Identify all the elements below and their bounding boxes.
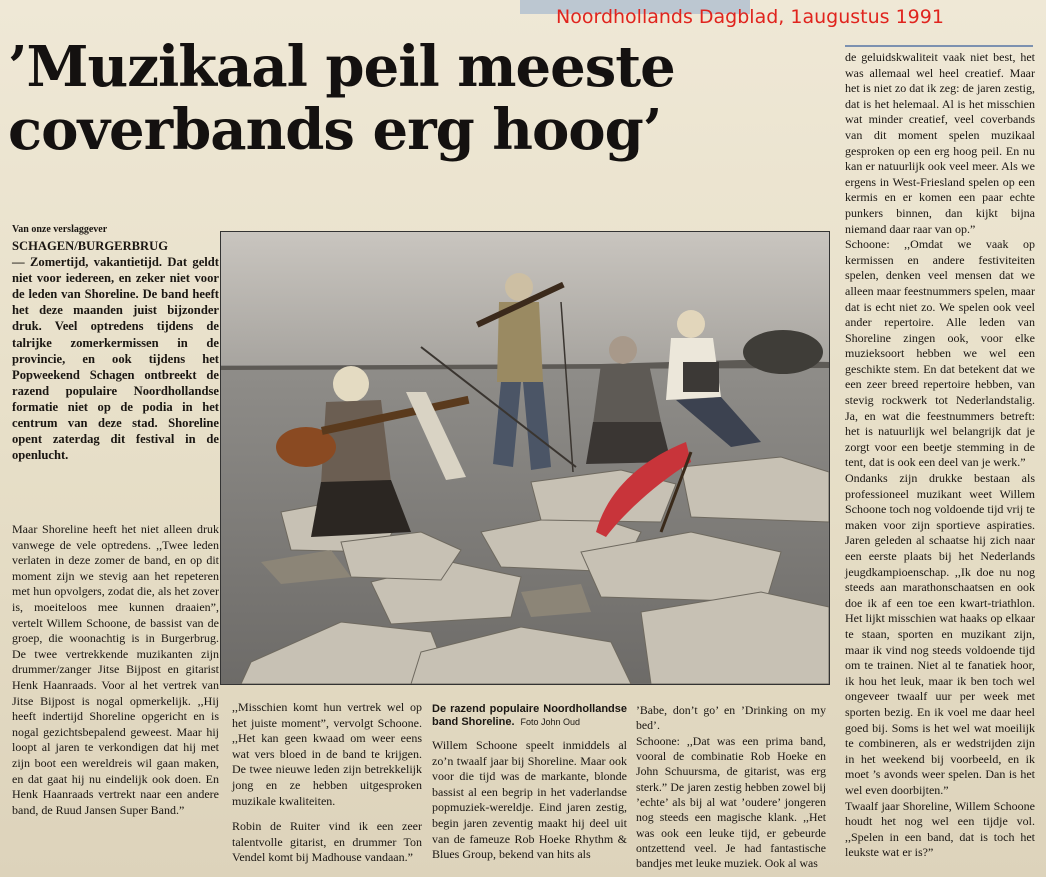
lead-text: — Zomertijd, vakantietijd. Dat geldt niet voor iedereen, en zeker niet voor de leden van Shoreline. De band heeft het deze maanden juist bijzonder druk. Veel optredens tijdens de talrijke zomerkermissen in de provincie, en ook tijdens het Popweekend Schagen ontbreekt de razend populaire Noordhollandse formatie niet op de podia in het centrum van deze stad. Shoreline opent zaterdag dit festival in de openlucht. (12, 255, 219, 463)
paragraph: Twaalf jaar Shoreline, Willem Schoone houdt het nog wel een tijdje vol. ,,Spelen in een band, dat is toch het leukste wat er is?” (845, 798, 1035, 860)
headline (8, 36, 828, 162)
photo-credit: Foto John Oud (520, 717, 581, 727)
dateline: SCHAGEN/BURGERBRUG (12, 239, 169, 253)
article-column-1 (12, 522, 219, 818)
paragraph: Robin de Ruiter vind ik een zeer talentvolle gitarist, en drummer Ton Vendel komt bij Madhouse vandaan.” (232, 819, 422, 865)
paragraph: de geluidskwaliteit vaak niet best, het was allemaal wel heel creatief. Maar het is niet zo dat ik zeg: de jaren zestig, dat is het helemaal. Al is het misschien wat minder creatief, veel coverbands van dit moment spelen muzikaal gesproken op een erg hoog peil. En nu kan er natuurlijk ook veel meer. Als we ergens in West-Friesland spelen op een kermis en er komen een paar echte punkers binnen, dan kijkt bijna niemand daar raar van op.” (845, 50, 1035, 236)
caption-text: De razend populaire Noordhollandse band Shoreline. (432, 703, 627, 728)
headline-line-1: ’Muzikaal peil meeste (8, 34, 675, 100)
byline: Van onze verslaggever (12, 224, 108, 235)
paragraph: ’Babe, don’t go’ en ’Drinking on my bed’. (636, 703, 826, 733)
lead-paragraph (12, 238, 219, 463)
article-column-4 (636, 703, 826, 872)
headline-line-2: coverbands erg hoog’ (8, 97, 662, 163)
paragraph: Schoone: ,,Omdat we vaak op kermissen en andere festiviteiten spelen, denken veel mensen dat we alleen maar feestnummers spelen, maar dat is echt niet zo. We spelen ook veel ander repertoire. Alle leden van Shoreline zingen ook, voor elke muzieksoort hebben we wel een geschikte stem. En dat betekent dat we een zeer breed repertoire hebben, van stevig rockwerk tot Nederlandstalig. Ja, en wat die feestnummers betreft: het is natuurlijk wel belangrijk dat je zorgt voor een beetje stemming in de tent, dat is ook een deel van je werk.” (845, 237, 1035, 470)
paragraph: ,,Misschien komt hun vertrek wel op het juiste moment”, vervolgt Schoone. ,,Het kan geen kwaad om weer eens wat vers bloed in de band te krijgen. De twee nieuwe leden zijn betrekkelijk jong en ze hebben uitgesproken muzikale kwaliteiten. (232, 700, 422, 808)
column-rule (845, 45, 1033, 47)
article-column-2 (232, 700, 422, 866)
paragraph: Ondanks zijn drukke bestaan als professioneel muzikant weet Willem Schoone toch nog voldoende tijd vrij te maken voor zijn sportieve aspiraties. Jaren geleden al schaatse hij zich naar een eerste plaats bij het Nederlands jeugdkampioenschap. ,,Ik doe nu nog steeds aan marathonschaatsen en ook doe ik af een toe een kwart-triathlon. Het lijkt misschien wat haaks op elkaar te staan, sporten en muzikant zijn, maar ik vind nog steeds voldoende tijd om te trainen. Niet al te fanatiek hoor, ik hou het leuk, maar ik ben toch wel ongeveer twaalf uur per week met sporten bezig. En ik voel me daar heel goed bij. Soms is het wel wat moeilijk te combineren, als er wedstrijden zijn in het weekend bij voorbeeld, en ik moet ’s avonds weer spelen. Dan is het wel even doorbijten.” (845, 471, 1035, 797)
paragraph: Maar Shoreline heeft het niet alleen druk vanwege de vele optredens. ,,Twee leden verlaten in deze zomer de band, en op dit moment zijn we stevig aan het repeteren met hun opvolgers, zodat die, als het zover is, moeiteloos mee kunnen draaien”, vertelt Willem Schoone, de bassist van de groep, die woonachtig is in Burgerbrug. De twee vertrekkende muzikanten zijn drummer/zanger Jitse Bijpost en gitarist Henk Haanraads. Voor al het vertrek van Jitse Bijpost is nogal opmerkelijk. ,,Hij heeft indertijd Shoreline opgericht en is nogal gezichtsbepalend geweest. Maar hij loopt al jaren te verkondigen dat hij met zijn boot een wereldreis wil gaan maken, en dat gaat hij nu eindelijk ook doen. En Henk Haanraads vertrekt naar een andere band, de Ruud Jansen Super Band.” (12, 522, 219, 817)
photo-caption (432, 703, 627, 729)
paragraph: Schoone: ,,Dat was een prima band, vooral de combinatie Rob Hoeke en John Schuursma, de gitarist, was erg sterk.” De jaren zestig hebben zowel bij ’echte’ als bij al wat ’oudere’ jongeren nog steeds een magische klank. ,,Het was ook een leuke tijd, er gebeurde ontzettend veel. Je had fantastische bandjes met leuke muziek. Ook al was (636, 733, 826, 871)
article-column-3 (432, 703, 627, 863)
article-column-5 (845, 50, 1035, 861)
source-note: Noordhollands Dagblad, 1augustus 1991 (556, 6, 944, 28)
paragraph: Willem Schoone speelt inmiddels al zo’n twaalf jaar bij Shoreline. Maar ook voor die tijd was de markante, blonde bassist al een begrip in het vaderlandse popmuziek-wereldje. Eind jaren zestig, begin jaren zeventig maakt hij deel uit van de fameuze Rob Hoeke Rhythm & Blues Group, bekend van hits als (432, 738, 627, 862)
band-photo (220, 231, 830, 685)
